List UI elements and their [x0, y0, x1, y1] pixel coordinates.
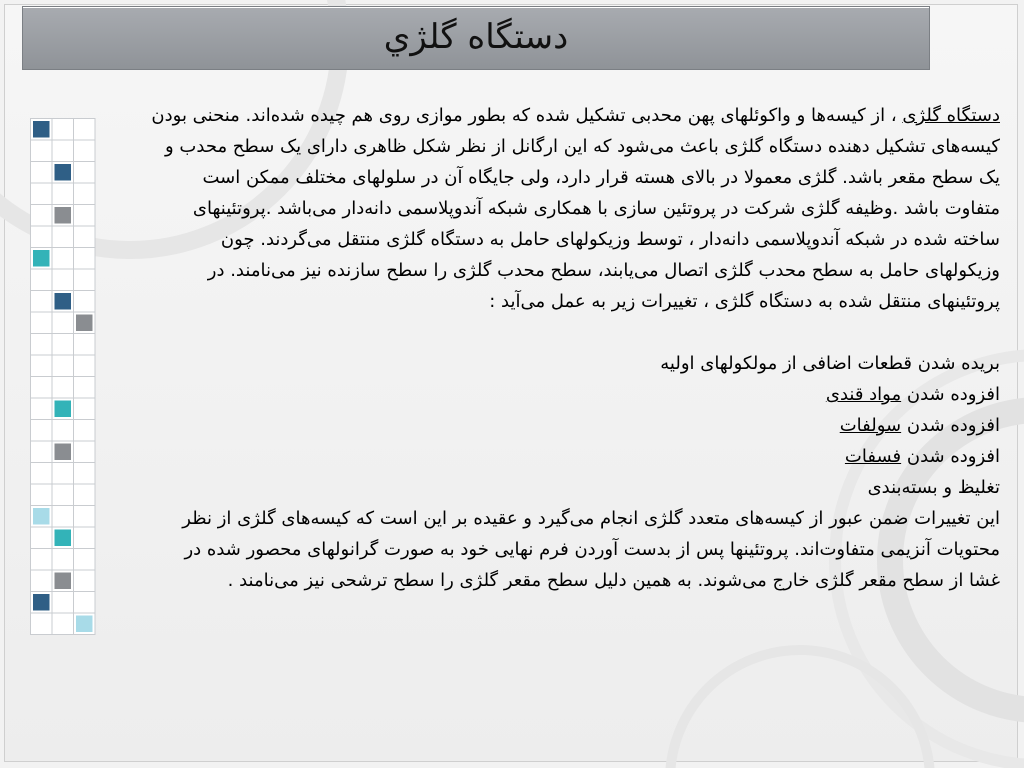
grid-cell [31, 183, 53, 205]
colored-square [76, 315, 93, 332]
colored-square [55, 444, 72, 461]
grid-cell [31, 463, 53, 485]
intro-paragraph [150, 100, 1000, 317]
spacer [150, 317, 1000, 348]
grid-cell [74, 484, 96, 506]
grid-cell [31, 334, 53, 356]
grid-cell [74, 334, 96, 356]
grid-cell [74, 592, 96, 614]
grid-cell [31, 613, 53, 635]
grid-cell [52, 463, 74, 485]
grid-cell [74, 355, 96, 377]
grid-cell [31, 441, 53, 463]
grid-cell [74, 506, 96, 528]
colored-square [33, 594, 50, 611]
grid-cell [74, 226, 96, 248]
grid-cell [31, 527, 53, 549]
grid-cell [31, 484, 53, 506]
grid-cell [74, 441, 96, 463]
grid-cell [52, 549, 74, 571]
grid-cell [52, 248, 74, 270]
change-item: افزوده شدن فسفات [844, 446, 1000, 467]
change-item: افزوده شدن مواد قندی [825, 384, 1000, 405]
grid-cell [52, 420, 74, 442]
grid-cell [31, 398, 53, 420]
grid-cell [74, 377, 96, 399]
colored-square [33, 250, 50, 267]
grid-cell [52, 484, 74, 506]
grid-cell [52, 334, 74, 356]
change-item: تغلیظ و بسته‌بندی [867, 477, 1000, 498]
grid-cell [74, 205, 96, 227]
phosphate-term-link[interactable]: فسفات [844, 446, 902, 467]
grid-cell [52, 506, 74, 528]
colored-square [33, 121, 50, 138]
grid-cell [31, 549, 53, 571]
grid-cell [74, 463, 96, 485]
grid-cell [74, 398, 96, 420]
grid-cell [31, 420, 53, 442]
grid-cell [31, 355, 53, 377]
grid-cell [52, 119, 74, 141]
body-text [150, 100, 1000, 596]
grid-cell [31, 291, 53, 313]
grid-cell [74, 183, 96, 205]
changes-list [150, 348, 1000, 503]
grid-cell [52, 140, 74, 162]
grid-cell [31, 205, 53, 227]
golgi-term-link[interactable]: دستگاه گلژی [902, 105, 1000, 126]
sugars-term-link[interactable]: مواد قندی [825, 384, 902, 405]
grid-cell [31, 570, 53, 592]
grid-cell [74, 291, 96, 313]
grid-cell [74, 269, 96, 291]
grid-cell [52, 592, 74, 614]
colored-square [33, 508, 50, 525]
grid-cell [74, 140, 96, 162]
sulfate-term-link[interactable]: سولفات [839, 415, 902, 436]
grid-cell [31, 377, 53, 399]
colored-square [55, 530, 72, 547]
grid-cell [31, 226, 53, 248]
grid-cell [74, 549, 96, 571]
grid-cell [31, 140, 53, 162]
decorative-square-grid [30, 118, 100, 638]
intro-text: ، از کیسه‌ها و واکوئلهای پهن محدبی تشکیل شده که بطور موازی روی هم چیده شده‌اند. منحنی بودن کیسه‌های تشکیل دهنده دستگاه گلژی باعث می‌شود که این ارگانل از نظر شکل ظاهری دارای یک سطح محدب و یک سطح مقعر باشد. گلژی معمولا در بالای هسته قرار دارد، ولی جایگاه آن در سلولهای مختلف ممکن است متفاوت باشد .وظیفه گلژی شرکت در پروتئین سازی با همکاری شبکه آندوپلاسمی دانه‌دار می‌باشد .پروتئینهای ساخته شده در شبکه آندوپلاسمی دانه‌دار ، توسط وزیکولهای حامل به دستگاه گلژی منتقل می‌گردند. چون وزیکولهای حامل به سطح محدب گلژی اتصال می‌یابند، سطح محدب گلژی را سطح سازنده نیز می‌نامند. در پروتئینهای منتقل شده به دستگاه گلژی ، تغییرات زیر به عمل می‌آید : [151, 105, 1000, 312]
grid-cell [74, 420, 96, 442]
grid-cell [74, 119, 96, 141]
colored-square [76, 616, 93, 633]
grid-cell [74, 162, 96, 184]
change-item: افزوده شدن سولفات [839, 415, 1000, 436]
grid-cell [52, 183, 74, 205]
grid-cell [52, 269, 74, 291]
slide-title: دستگاه گلژي [383, 17, 569, 57]
title-bar [22, 6, 930, 70]
grid-cell [31, 269, 53, 291]
grid-cell [52, 355, 74, 377]
grid-cell [52, 226, 74, 248]
change-item: بریده شدن قطعات اضافی از مولکولهای اولیه [660, 353, 1000, 374]
colored-square [55, 293, 72, 310]
grid-cell [31, 162, 53, 184]
colored-square [55, 573, 72, 590]
grid-cell [74, 248, 96, 270]
grid-cell [52, 312, 74, 334]
conclusion-paragraph: این تغییرات ضمن عبور از کیسه‌های متعدد گلژی انجام می‌گیرد و عقیده بر این است که کیسه‌های گلژی از نظر محتویات آنزیمی متفاوت‌اند. پروتئینها پس از بدست آوردن فرم نهایی خود به صورت گرانولهای محصور شده در غشا از سطح مقعر گلژی خارج می‌شوند. به همین دلیل سطح مقعر گلژی را سطح ترشحی نیز می‌نامند . [182, 508, 1000, 591]
colored-square [55, 164, 72, 181]
grid-cell [31, 312, 53, 334]
grid-cell [52, 377, 74, 399]
colored-square [55, 401, 72, 418]
grid-cell [52, 613, 74, 635]
colored-square [55, 207, 72, 224]
grid-cell [74, 570, 96, 592]
grid-lines [31, 119, 96, 635]
grid-cell [74, 527, 96, 549]
